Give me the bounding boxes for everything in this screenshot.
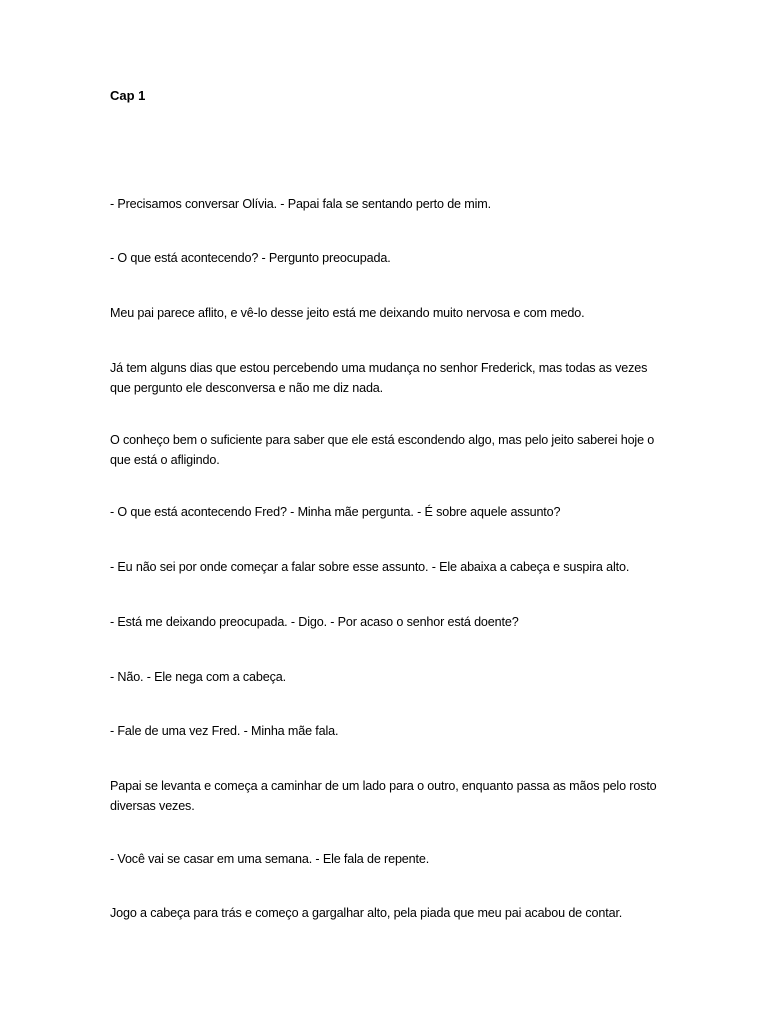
paragraph: - O que está acontecendo Fred? - Minha mãe pergunta. - É sobre aquele assunto? xyxy=(110,505,561,519)
paragraph: - Não. - Ele nega com a cabeça. xyxy=(110,670,286,684)
paragraph: Jogo a cabeça para trás e começo a gargalhar alto, pela piada que meu pai acabou de contar. xyxy=(110,906,623,920)
paragraph: Já tem alguns dias que estou percebendo uma mudança no senhor Frederick, mas todas as vezes que pergunto ele desconversa e não me diz nada. xyxy=(110,361,648,395)
paragraph: - Eu não sei por onde começar a falar sobre esse assunto. - Ele abaixa a cabeça e suspira alto. xyxy=(110,560,630,574)
paragraph: - Você vai se casar em uma semana. - Ele fala de repente. xyxy=(110,852,430,866)
paragraph: - Fale de uma vez Fred. - Minha mãe fala. xyxy=(110,724,339,738)
paragraph: O conheço bem o suficiente para saber que ele está escondendo algo, mas pelo jeito saberei hoje o que está o afligindo. xyxy=(110,433,655,467)
chapter-title: Cap 1 xyxy=(110,88,146,103)
paragraph: - Precisamos conversar Olívia. - Papai fala se sentando perto de mim. xyxy=(110,197,491,211)
paragraph: - O que está acontecendo? - Pergunto preocupada. xyxy=(110,251,391,265)
paragraph: Papai se levanta e começa a caminhar de um lado para o outro, enquanto passa as mãos pelo rosto diversas vezes. xyxy=(110,779,657,813)
paragraph: - Está me deixando preocupada. - Digo. - Por acaso o senhor está doente? xyxy=(110,615,519,629)
paragraph: Meu pai parece aflito, e vê-lo desse jeito está me deixando muito nervosa e com medo. xyxy=(110,306,585,320)
